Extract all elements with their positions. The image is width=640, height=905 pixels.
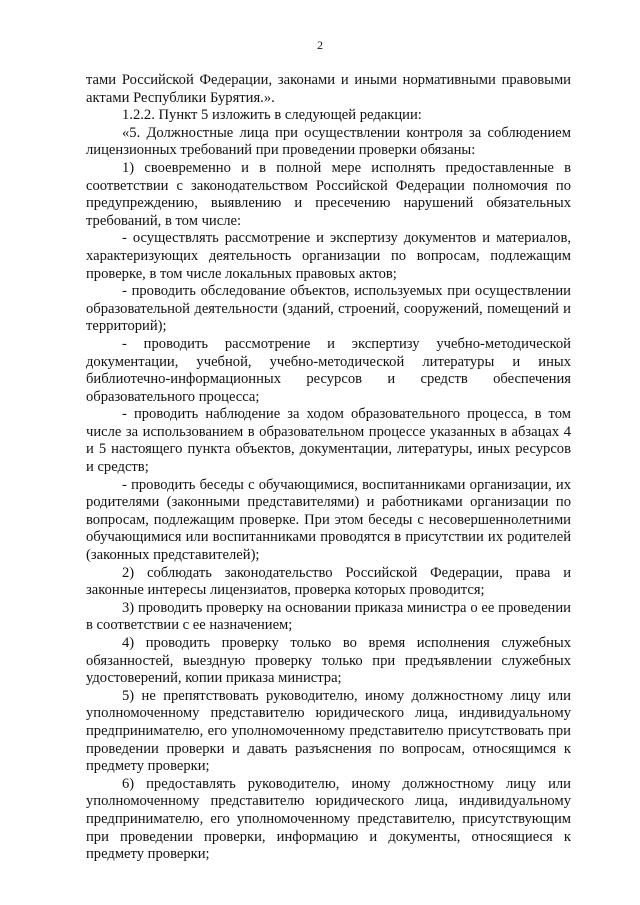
paragraph-item-1-2-2: 1.2.2. Пункт 5 изложить в следующей редакции:	[122, 107, 422, 124]
paragraph-duty-1-sub-2: - проводить обследование объектов, используемых при осуществлении образовательной деятельности (зданий, строений, сооружений, помещений и территорий);	[86, 283, 571, 335]
paragraph-duty-3: 3) проводить проверку на основании приказа министра о ее проведении в соответствии с ее назначением;	[86, 599, 571, 634]
paragraph-duty-1: 1) своевременно и в полной мере исполнять предоставленные в соответствии с законодательством Российской Федерации полномочия по предупреждению, выявлению и пресечению нарушений обязательных требований, в том числе:	[86, 159, 571, 229]
paragraph-duty-6: 6) предоставлять руководителю, иному должностному лицу или уполномоченному представителю юридического лица, индивидуальному предпринимателю, его уполномоченному представителю, присутствующим при проведении проверки, информацию и документы, относящиеся к предмету проверки;	[86, 775, 571, 863]
page-number: 2	[317, 38, 323, 52]
paragraph-duty-1-sub-4: - проводить наблюдение за ходом образовательного процесса, в том числе за использованием в образовательном процессе указанных в абзацах 4 и 5 настоящего пункта объектов, документации, литературы, иных ресурсов и средств;	[86, 406, 571, 476]
paragraph-duty-1-sub-3: - проводить рассмотрение и экспертизу учебно-методической документации, учебной, учебно-методической литературы и иных библиотечно-информационных ресурсов и средств обеспечения образовательного процесса;	[86, 335, 571, 405]
paragraph-item-5-intro: «5. Должностные лица при осуществлении контроля за соблюдением лицензионных требований при проведении проверки обязаны:	[86, 124, 571, 159]
paragraph-duty-4: 4) проводить проверку только во время исполнения служебных обязанностей, выездную проверку только при предъявлении служебных удостоверений, копии приказа министра;	[86, 635, 571, 687]
paragraph-duty-1-sub-1: - осуществлять рассмотрение и экспертизу документов и материалов, характеризующих деятельность организации по вопросам, подлежащим проверке, в том числе локальных правовых актов;	[86, 230, 571, 282]
paragraph-duty-1-sub-5: - проводить беседы с обучающимися, воспитанниками организации, их родителями (законными представителями) и работниками организации по вопросам, подлежащим проверке. При этом беседы с несовершеннолетними обучающимися или воспитанниками проводятся в присутствии их родителей (законных представителей);	[86, 476, 571, 564]
document-body	[86, 72, 571, 864]
paragraph-duty-5: 5) не препятствовать руководителю, иному должностному лицу или уполномоченному представителю юридического лица, индивидуальному предпринимателю, его уполномоченному представителю присутствовать при проведении проверки и давать разъяснения по вопросам, относящимся к предмету проверки;	[86, 687, 571, 775]
paragraph-duty-2: 2) соблюдать законодательство Российской Федерации, права и законные интересы лицензиатов, проверка которых проводится;	[86, 564, 571, 599]
paragraph-continuation: тами Российской Федерации, законами и иными нормативными правовыми актами Республики Бурятия.».	[86, 72, 571, 106]
